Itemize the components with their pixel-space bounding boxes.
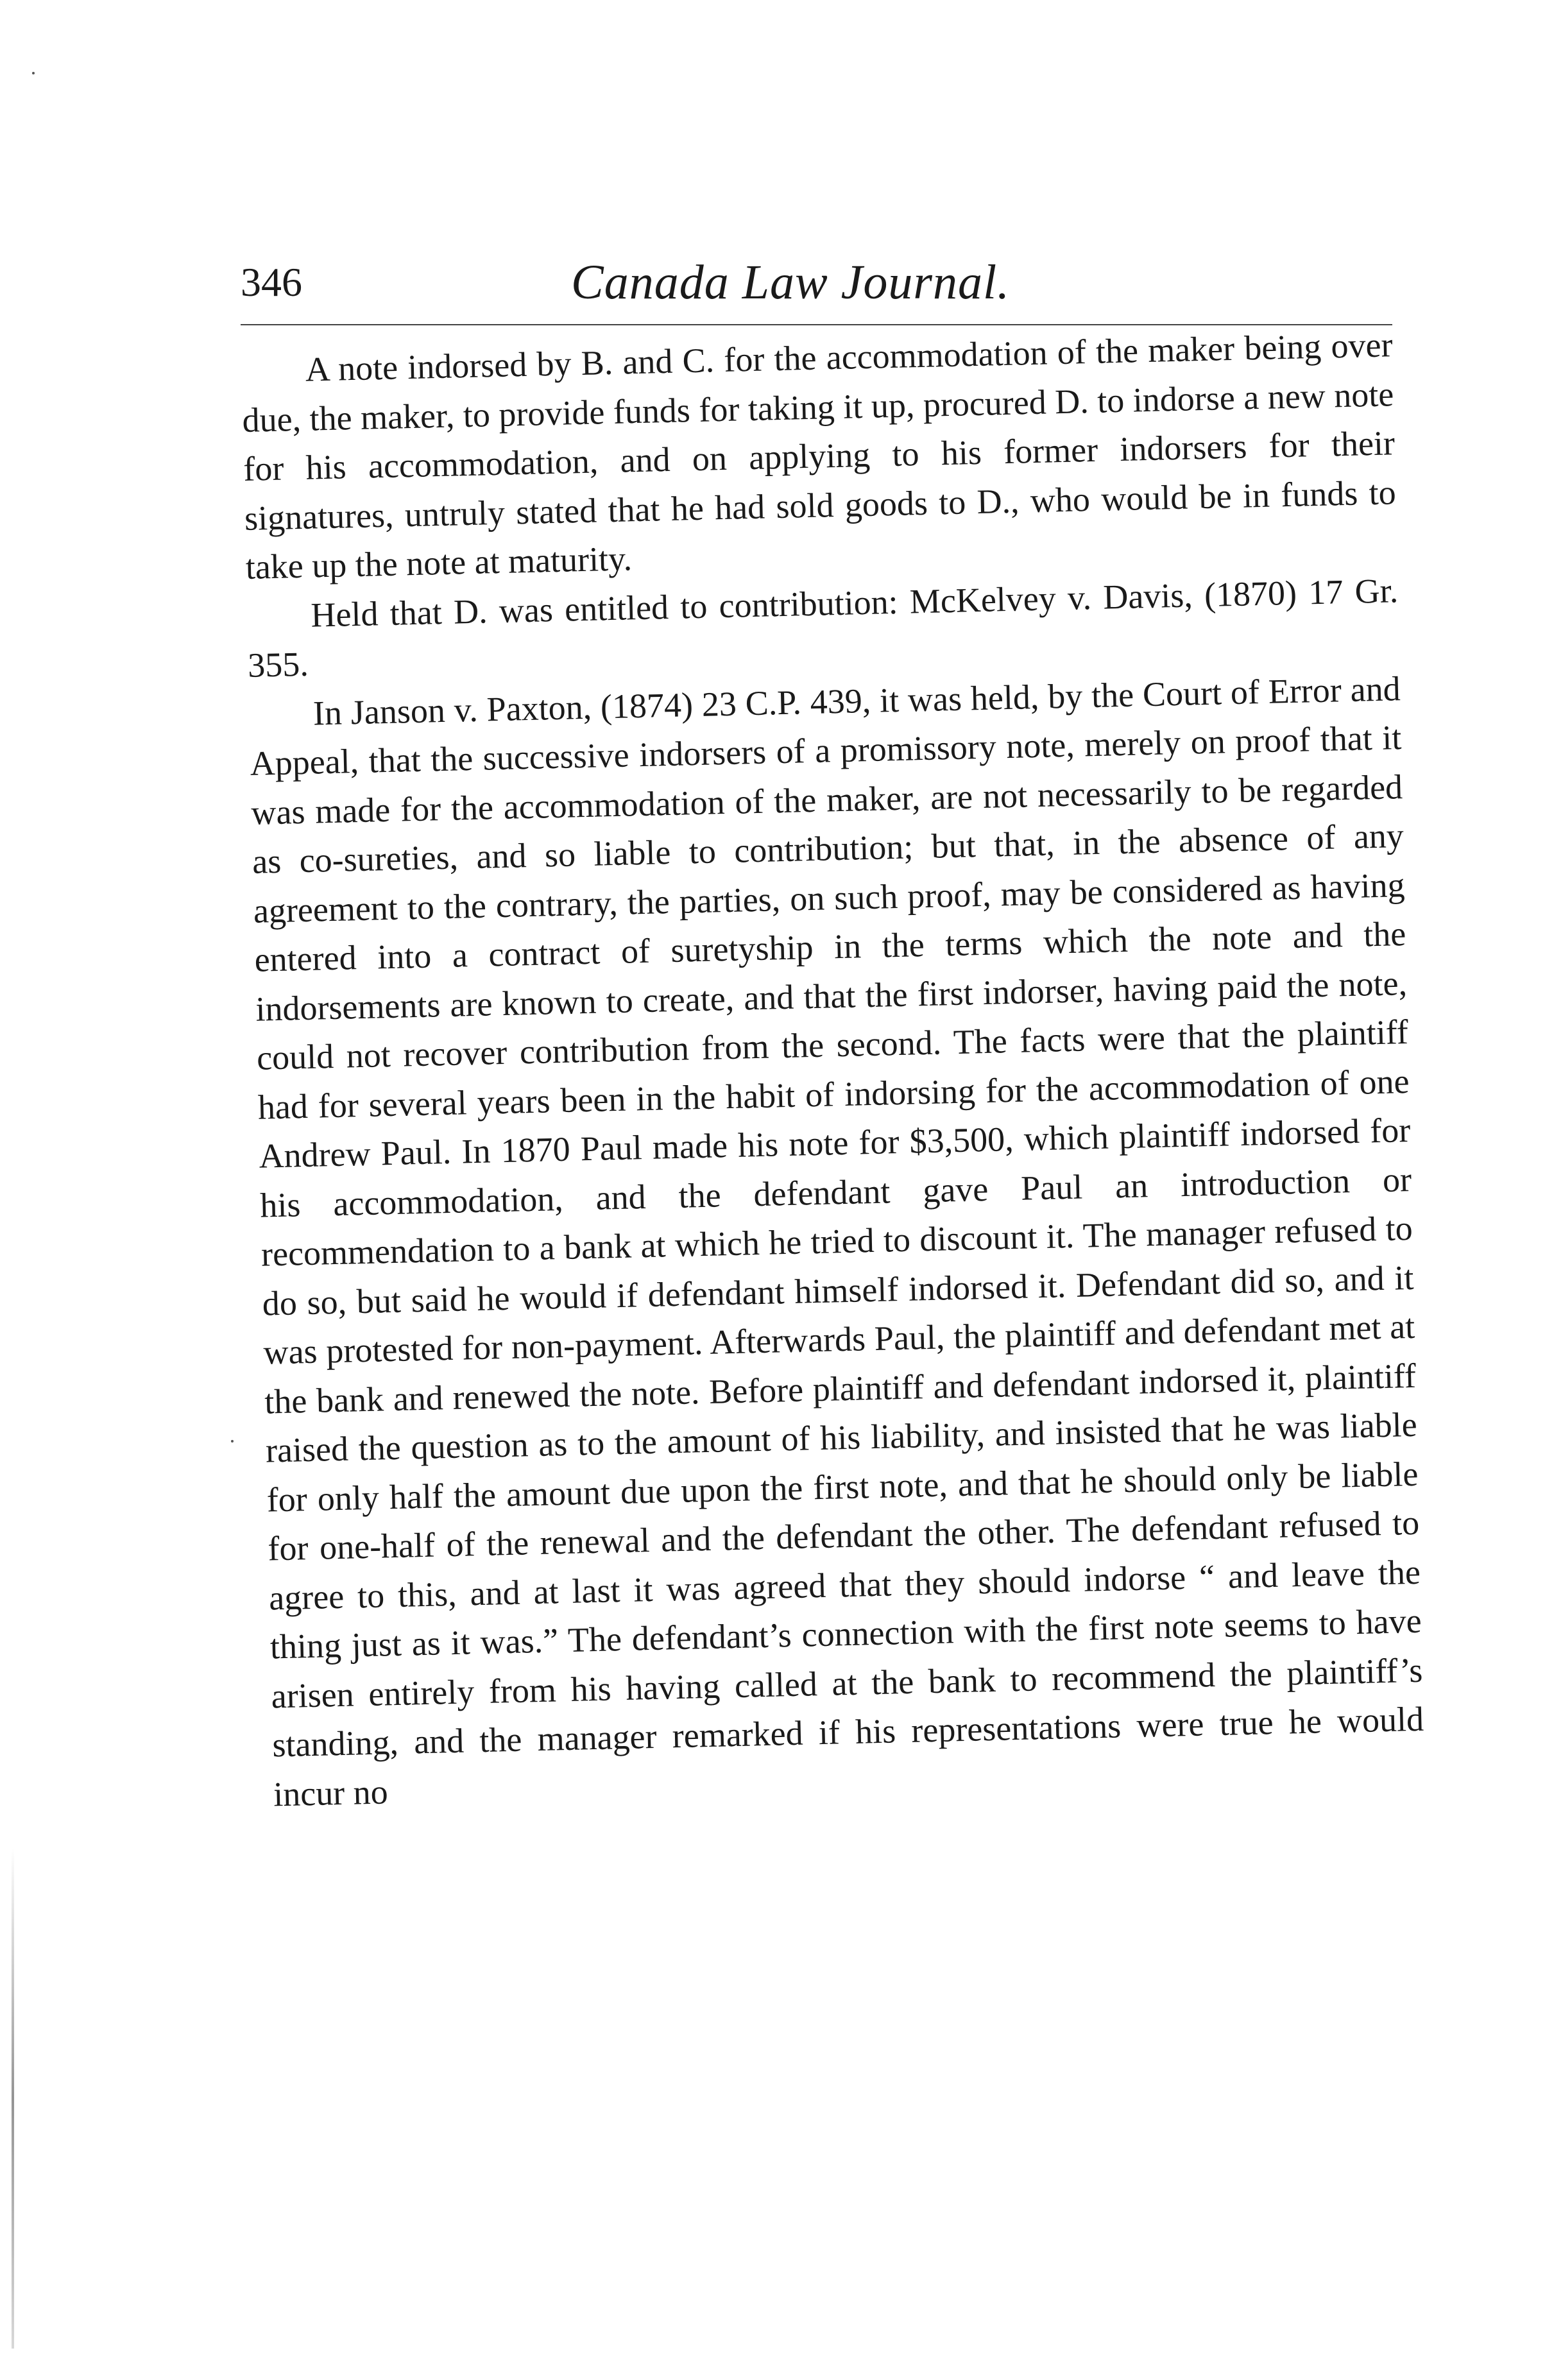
paragraph-headnote: A note indorsed by B. and C. for the accommodation of the maker being over due, the maker, to provide funds for taking it up, procured D. to indorse a new note for his accommodation, and on applying to his former indorsers for their signatures, untruly stated that he had sold goods to D., who would be in funds to take up the note at maturity. [241, 325, 1397, 586]
paper-speck [32, 72, 35, 74]
binding-edge-shadow [12, 1848, 14, 2349]
body-text [241, 320, 1426, 1819]
paragraph-holding: Held that D. was entitled to contribution: McKelvey v. Davis, (1870) 17 Gr. 355. [247, 570, 1399, 685]
page-header [241, 253, 1392, 311]
page-number: 346 [241, 259, 302, 305]
paper-speck [231, 1440, 234, 1443]
running-title: Canada Law Journal. [571, 255, 1011, 309]
paragraph-janson-v-paxton: In Janson v. Paxton, (1874) 23 C.P. 439, it was held, by the Court of Error and Appeal, that the successive indorsers of a promissory note, merely on proof that it was made for the accommodation of the maker, are not necessarily to be regarded as co-sureties, and so liable to contribution; but that, in the absence of any agreement to the contrary, the parties, on such proof, may be considered as having entered into a contract of suretyship in the terms which the note and the indorsements are known to create, and that the first indorser, having paid the note, could not recover contribution from the second. The facts were that the plaintiff had for several years been in the habit of indorsing for the accommodation of one Andrew Paul. In 1870 Paul made his note for $3,500, which plaintiff indorsed for his accommodation, and the defendant gave Paul an introduction or recommendation to a bank at which he tried to discount it. The manager refused to do so, but said he would if defendant himself indorsed it. Defendant did so, and it was protested for non-payment. Afterwards Paul, the plaintiff and defendant met at the bank and renewed the note. Before plaintiff and defendant indorsed it, plaintiff raised the question as to the amount of his liability, and insisted that he was liable for only half the amount due upon the first note, and that he should only be liable for one-half of the renewal and the defendant the other. The defendant refused to agree to this, and at last it was agreed that they should indorse “ and leave the thing just as it was.” The defendant’s connection with the first note seems to have arisen entirely from his having called at the bank to recommend the plaintiff’s standing, and the manager remarked if his representations were true he would incur no [250, 669, 1424, 1813]
